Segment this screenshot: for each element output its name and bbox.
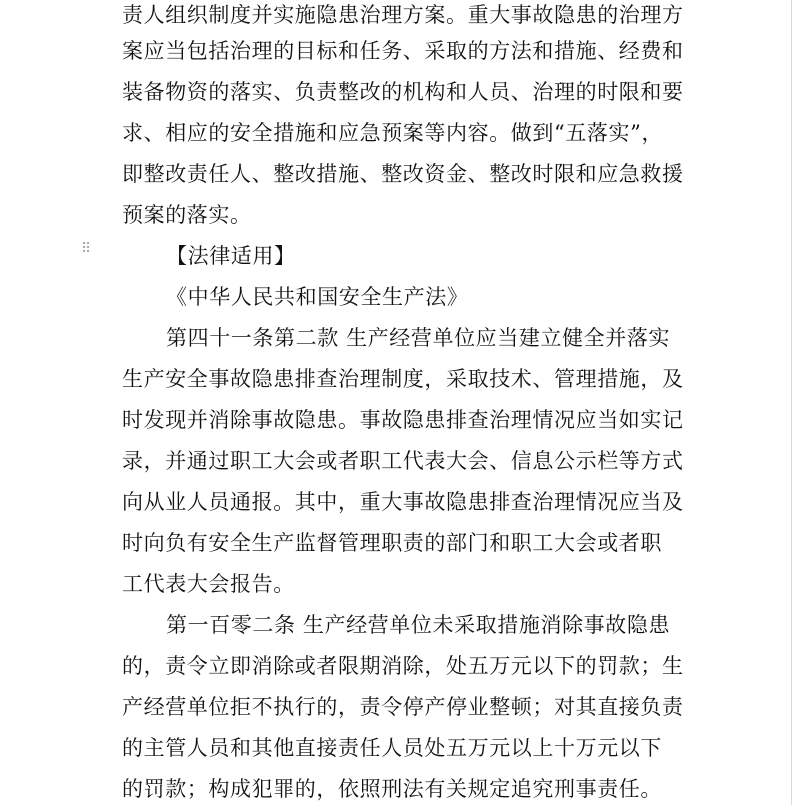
text-line: 的主管人员和其他直接责任人员处五万元以上十万元以下 xyxy=(122,736,662,760)
text-line: 案应当包括治理的目标和任务、采取的方法和措施、经费和 xyxy=(122,39,684,63)
section-heading-legal-application: 【法律适用】 xyxy=(166,244,296,268)
document-body xyxy=(122,0,684,810)
text-line: 时发现并消除事故隐患。事故隐患排查治理情况应当如实记 xyxy=(122,408,684,432)
text-line: 装备物资的落实、负责整改的机构和人员、治理的时限和要 xyxy=(122,80,684,104)
text-line: 的罚款；构成犯罪的，依照刑法有关规定追究刑事责任。 xyxy=(122,777,662,801)
text-line: 产经营单位拒不执行的，责令停产停业整顿；对其直接负责 xyxy=(122,695,684,719)
text-line: 求、相应的安全措施和应急预案等内容。做到“五落实”， xyxy=(122,121,664,145)
text-line: 时向负有安全生产监督管理职责的部门和职工大会或者职 xyxy=(122,531,662,555)
text-line: 生产安全事故隐患排查治理制度，采取技术、管理措施，及 xyxy=(122,367,684,391)
article-102-heading-line: 第一百零二条 生产经营单位未采取措施消除事故隐患 xyxy=(166,613,671,637)
page-edge-divider xyxy=(791,0,792,805)
text-line: 即整改责任人、整改措施、整改资金、整改时限和应急救援 xyxy=(122,162,684,186)
text-line: 向从业人员通报。其中，重大事故隐患排查治理情况应当及 xyxy=(122,490,684,514)
text-line: 录，并通过职工大会或者职工代表大会、信息公示栏等方式 xyxy=(122,449,684,473)
drag-handle-icon[interactable]: ⠿ xyxy=(81,241,90,257)
text-line: 预案的落实。 xyxy=(122,203,252,227)
text-line: 的，责令立即消除或者限期消除，处五万元以下的罚款；生 xyxy=(122,654,684,678)
law-title: 《中华人民共和国安全生产法》 xyxy=(166,285,469,309)
text-line: 工代表大会报告。 xyxy=(122,572,295,596)
article-41-heading-line: 第四十一条第二款 生产经营单位应当建立健全并落实 xyxy=(166,326,671,350)
text-line: 责人组织制度并实施隐患治理方案。重大事故隐患的治理方 xyxy=(122,3,684,27)
